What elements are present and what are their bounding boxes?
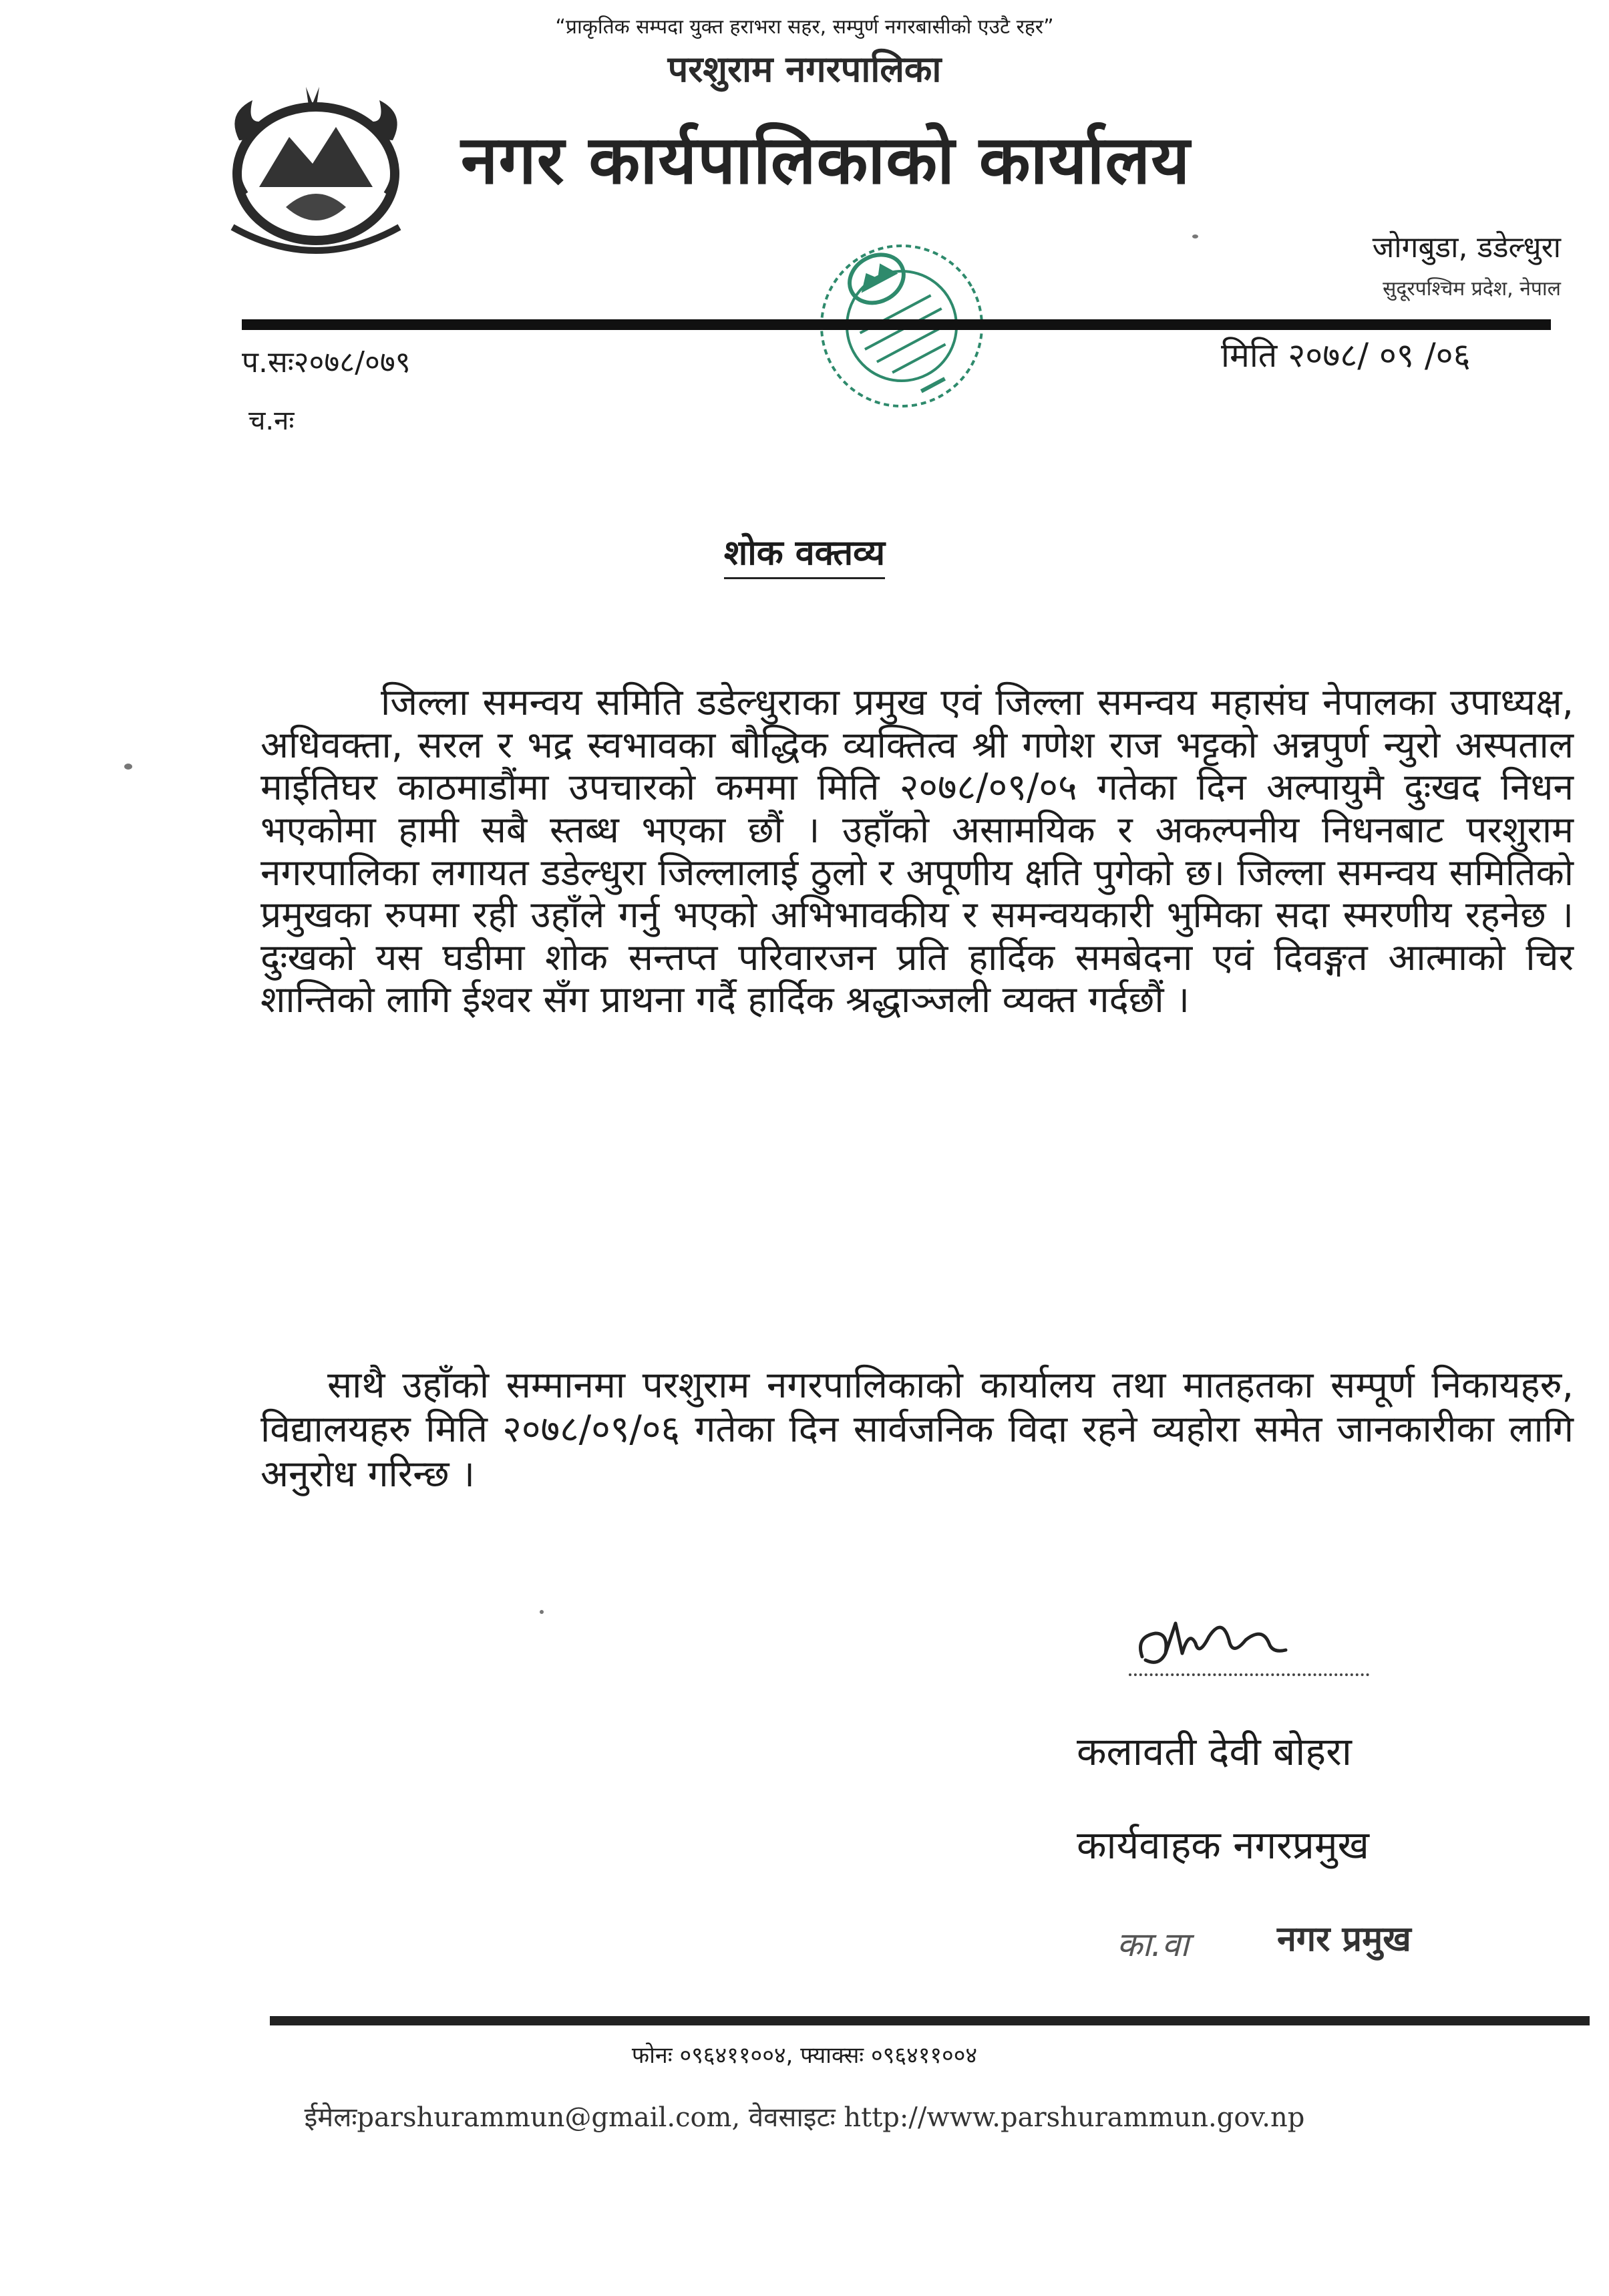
letter-subject: [0, 528, 1609, 575]
municipality-name: परशुराम नगरपालिका: [667, 48, 942, 90]
body-paragraph-2: साथै उहाँको सम्मानमा परशुराम नगरपालिकाको कार्यालय तथा मातहतका सम्पूर्ण निकायहरु, विद्यालयहरु मिति २०७८/०९/०६ गतेका दिन सार्वजनिक विदा रहने व्यहोरा समेत जानकारीका लागि अनुरोध गरिन्छ ।: [260, 1363, 1574, 1495]
acting-title: नगर प्रमुख: [1277, 1919, 1411, 1959]
header-divider: [242, 319, 1551, 330]
office-title: नगर कार्यपालिकाको कार्यालय: [461, 121, 1191, 199]
signatory-title: कार्यवाहक नगरप्रमुख: [1077, 1822, 1369, 1868]
footer-divider: [270, 2016, 1590, 2025]
reference-number: प.सः२०७८/०७९: [242, 345, 411, 379]
letter-date: मिति २०७८/ ०९ /०६: [1221, 336, 1471, 375]
address-line-1: जोगबुडा, डडेल्धुरा: [1372, 230, 1561, 265]
body-paragraph-1: जिल्ला समन्वय समिति डडेल्धुराका प्रमुख एवं जिल्ला समन्वय महासंघ नेपालका उपाध्यक्ष, अधिवक्ता, सरल र भद्र स्वभावका बौद्धिक व्यक्तित्व श्री गणेश राज भट्टको अन्नपुर्ण न्युरो अस्पताल माईतिघर काठमाडौंमा उपचारको कममा मिति २०७८/०९/०५ गतेका दिन अल्पायुमै दुःखद निधन भएकोमा हामी सबै स्तब्ध भएका छौं । उहाँको असामयिक र अकल्पनीय निधनबाट परशुराम नगरपालिका लगायत डडेल्धुरा जिल्लालाई ठुलो र अपूणीय क्षति पुगेको छ। जिल्ला समन्वय समितिको प्रमुखका रुपमा रही उहाँले गर्नु भएको अभिभावकीय र समन्वयकारी भुमिका सदा स्मरणीय रहनेछ । दुःखको यस घडीमा शोक सन्तप्त परिवारजन प्रति हार्दिक समबेदना एवं दिवङ्गत आत्माको चिर शान्तिको लागि ईश्वर सँग प्राथना गर्दै हार्दिक श्रद्धाञ्जली व्यक्त गर्दछौं ।: [260, 681, 1574, 1021]
acting-mark: का.वा: [1117, 1925, 1189, 1964]
signatory-name: कलावती देवी बोहरा: [1077, 1729, 1352, 1774]
dispatch-number: च.नः: [248, 405, 295, 436]
scan-speck: [540, 1610, 544, 1614]
address-line-2: सुदूरपश्चिम प्रदेश, नेपाल: [1383, 277, 1561, 301]
subject-text: शोक वक्तव्य: [724, 533, 885, 579]
signature-line: [1129, 1673, 1369, 1676]
handwritten-signature-icon: [1129, 1603, 1296, 1677]
web-email-info: ईमेलःparshurammun@gmail.com, वेवसाइटः http://www.parshurammun.gov.np: [304, 2102, 1305, 2133]
contact-info: फोनः ०९६४११००४, फ्याक्सः ०९६४११००४: [631, 2042, 978, 2069]
slogan: “प्राकृतिक सम्पदा युक्त हराभरा सहर, सम्पुर्ण नगरबासीको एउटै रहर”: [555, 15, 1054, 39]
scan-speck: [124, 764, 132, 770]
scan-speck: [1192, 234, 1198, 238]
nepal-government-emblem-icon: [212, 73, 419, 271]
